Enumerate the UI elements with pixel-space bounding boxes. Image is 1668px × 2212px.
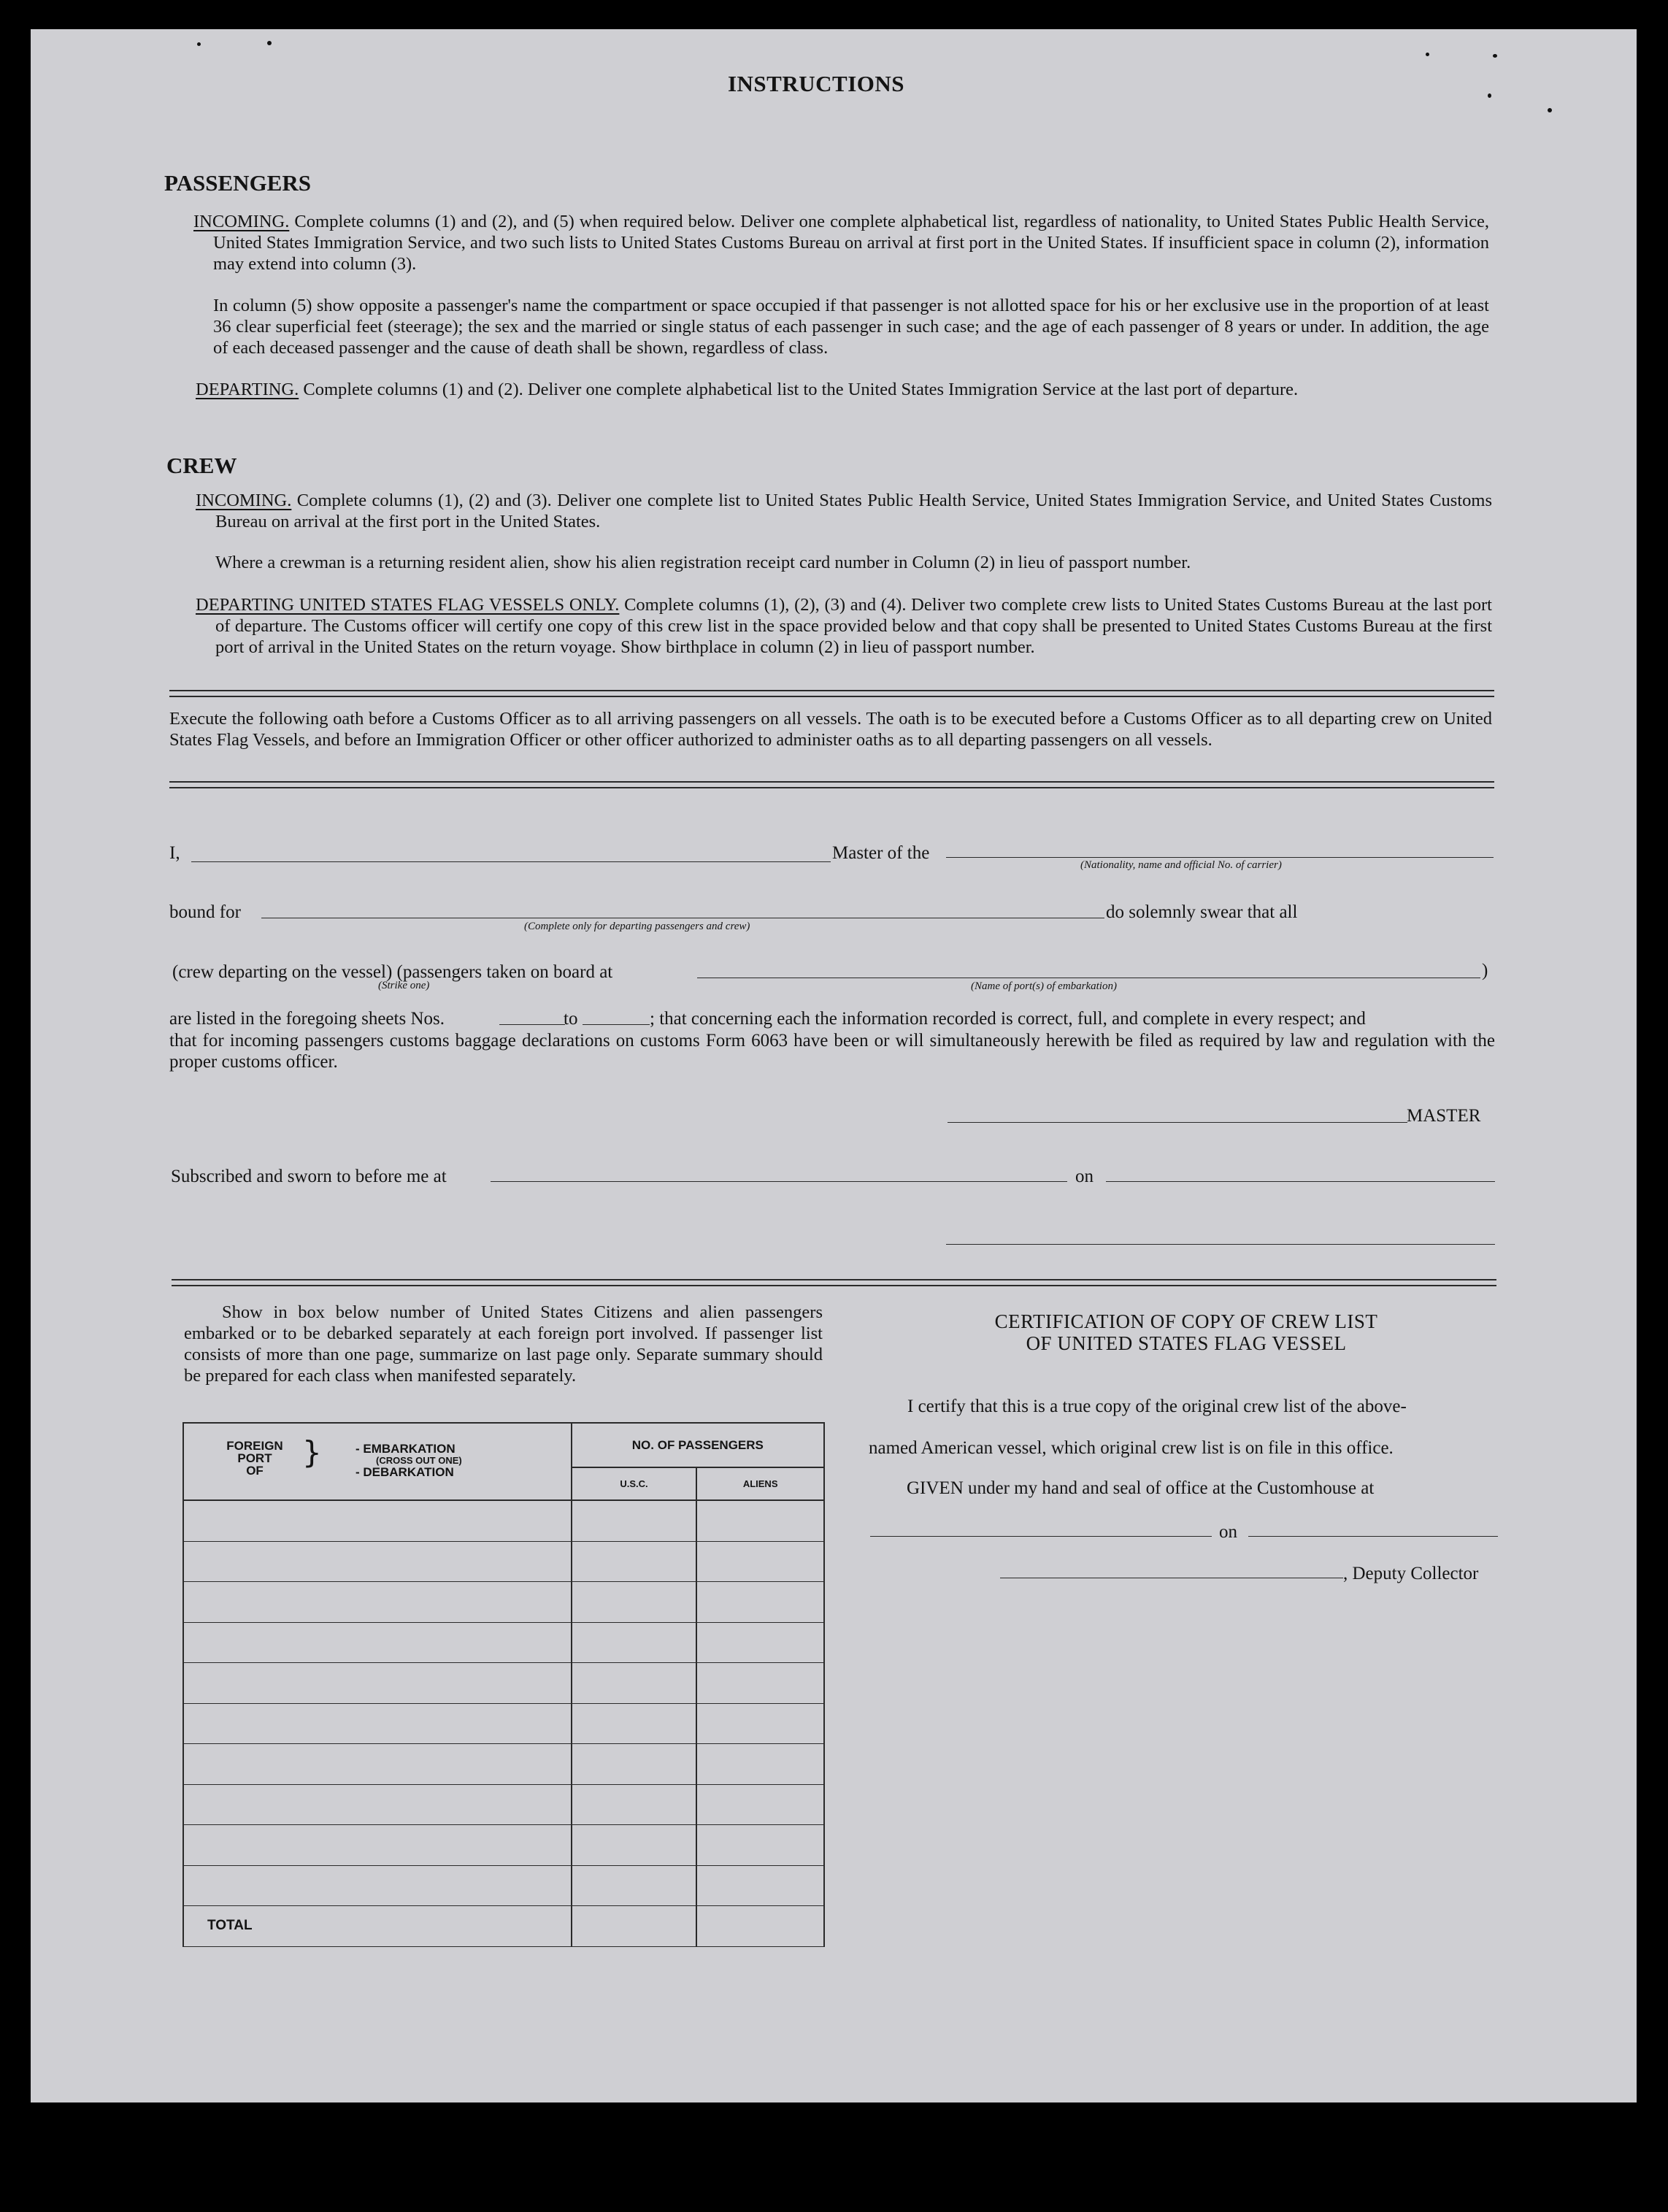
port-cell[interactable] [183,1825,572,1866]
listed-text-a: are listed in the foregoing sheets Nos. [169,1009,445,1029]
listed-text-b: ; that concerning each the information recorded is correct, full, and complete in every respect; and [650,1009,1366,1029]
table-row [183,1825,824,1866]
port-cell[interactable] [183,1500,572,1541]
crew-incoming-text: Complete columns (1), (2) and (3). Deliver one complete list to United States Public Health Service, United States Immigration Service, and United States Customs Bureau on arrival at the first port in the United States. [215,491,1492,531]
sworn-date-field[interactable] [1106,1181,1495,1182]
scan-speck [1488,93,1491,98]
passengers-departing-paragraph [196,379,1489,400]
bound-for-hint: (Complete only for departing passengers and crew) [524,921,750,932]
swear-label: do solemnly swear that all [1106,902,1298,922]
port-header-cell [183,1423,572,1500]
customhouse-place-field[interactable] [870,1536,1212,1537]
oath-instructions: Execute the following oath before a Customs Officer as to all arriving passengers on all vessels. The oath is to be executed before a Customs Officer as to all departing crew on United States Flag Vessels, and before an Immigration Officer or other officer authorized to administer oaths as to all departing passengers on all vessels. [169,709,1492,750]
total-label: TOTAL [183,1906,572,1947]
double-rule [169,781,1494,788]
crew-departing-paragraph [196,594,1492,658]
listed-to: to [564,1009,578,1029]
table-row [183,1541,824,1582]
crew-resident-paragraph: Where a crewman is a returning resident alien, show his alien registration receipt card number in Column (2) in lieu of passport number. [215,553,1191,572]
port-cell[interactable] [183,1784,572,1825]
aliens-header: ALIENS [696,1467,824,1500]
certify-on-label: on [1219,1522,1237,1542]
no-of-passengers-header: NO. OF PASSENGERS [572,1423,824,1467]
aliens-cell[interactable] [696,1541,824,1582]
usc-cell[interactable] [572,1744,697,1785]
debarkation-label: - DEBARKATION [355,1465,454,1479]
crew-departing-text: Complete columns (1), (2), (3) and (4). Deliver two complete crew lists to United States Customs Bureau at the last port of departure. The Customs officer will certify one copy of this crew list in the space provided below and that copy shall be presented to United States Customs Bureau at the first port of arrival in the United States on the return voyage. Show birthplace in column (2) in lieu of passport number. [215,595,1492,657]
sheet-from-field[interactable] [499,1024,565,1025]
passengers-incoming-paragraph [193,211,1489,274]
scan-speck [197,42,201,46]
port-cell[interactable] [183,1541,572,1582]
crew-heading: CREW [166,453,237,478]
port-cell[interactable] [183,1622,572,1663]
port-cell[interactable] [183,1744,572,1785]
strike-one-hint: (Strike one) [378,980,430,991]
crew-departing-label: DEPARTING UNITED STATES FLAG VESSELS ONLY. [196,595,620,615]
certification-heading-line-1: CERTIFICATION OF COPY OF CREW LIST [994,1310,1378,1332]
usc-cell[interactable] [572,1825,697,1866]
passengers-departing-text: Complete columns (1) and (2). Deliver one complete alphabetical list to the United States Immigration Service at the last port of departure. [299,380,1299,399]
summary-instructions: Show in box below number of United States Citizens and alien passengers embarked or to be debarked separately at each foreign port involved. If passenger list consists of more than one page, summarize on last page only. Separate summary should be prepared for each class when manifested separately. [184,1302,823,1386]
aliens-cell[interactable] [696,1622,824,1663]
table-row [183,1582,824,1623]
officer-signature-field[interactable] [946,1244,1495,1245]
aliens-cell[interactable] [696,1825,824,1866]
aliens-cell[interactable] [696,1663,824,1704]
aliens-cell[interactable] [696,1703,824,1744]
usc-cell[interactable] [572,1784,697,1825]
brace-icon: } [302,1435,322,1470]
deputy-collector-label: , Deputy Collector [1343,1564,1479,1583]
usc-cell[interactable] [572,1541,697,1582]
carrier-hint: (Nationality, name and official No. of carrier) [1080,859,1282,871]
certify-date-field[interactable] [1248,1536,1498,1537]
sworn-on-label: on [1075,1167,1094,1186]
scan-speck [1426,53,1429,56]
table-row [183,1703,824,1744]
usc-cell[interactable] [572,1703,697,1744]
crew-incoming-label: INCOMING. [196,491,292,510]
table-row [183,1784,824,1825]
total-row [183,1906,824,1947]
usc-cell[interactable] [572,1582,697,1623]
embarkation-label: - EMBARKATION [355,1442,456,1456]
aliens-total-cell[interactable] [696,1906,824,1947]
scan-speck [1493,54,1497,58]
master-name-field[interactable] [191,861,831,862]
usc-cell[interactable] [572,1500,697,1541]
port-of-embarkation-hint: (Name of port(s) of embarkation) [971,980,1117,992]
cross-out-label: (CROSS OUT ONE) [376,1455,462,1466]
table-row [183,1865,824,1906]
foreign-label: FOREIGN [226,1439,283,1453]
table-row [183,1622,824,1663]
master-label: MASTER [1407,1106,1481,1126]
close-paren: ) [1482,961,1488,980]
passengers-incoming-label: INCOMING. [193,212,290,231]
certify-line-1: I certify that this is a true copy of the original crew list of the above- [907,1397,1407,1416]
crew-passengers-label: (crew departing on the vessel) (passengers taken on board at [172,962,613,982]
of-label: OF [246,1464,264,1478]
port-cell[interactable] [183,1865,572,1906]
passengers-departing-label: DEPARTING. [196,380,299,399]
table-row [183,1500,824,1541]
usc-cell[interactable] [572,1622,697,1663]
listed-text-c: that for incoming passengers customs baggage declarations on customs Form 6063 have been or will simultaneously herewith be filed as required by law and regulation with the proper customs officer. [169,1031,1495,1072]
aliens-cell[interactable] [696,1784,824,1825]
bound-for-label: bound for [169,902,241,922]
certification-heading-line-2: OF UNITED STATES FLAG VESSEL [1026,1332,1347,1354]
sworn-place-field[interactable] [491,1181,1067,1182]
certification-heading [876,1310,1496,1354]
certify-line-2: named American vessel, which original crew list is on file in this office. [869,1438,1394,1458]
sheet-to-field[interactable] [583,1024,650,1025]
usc-total-cell[interactable] [572,1906,697,1947]
passengers-column5-paragraph: In column (5) show opposite a passenger's name the compartment or space occupied if that passenger is not allotted space for his or her exclusive use in the proportion of at least 36 clear superficial feet (steerage); the sex and the married or single status of each passenger in such case; and the age of each passenger of 8 years or under. In addition, the age of each deceased passenger and the cause of death shall be shown, regardless of class. [213,296,1489,358]
passengers-heading: PASSENGERS [164,170,311,196]
master-signature-field[interactable] [948,1122,1407,1123]
crew-incoming-paragraph [196,490,1492,532]
double-rule [172,1279,1496,1286]
passenger-summary-table [182,1422,825,1947]
usc-cell[interactable] [572,1663,697,1704]
aliens-cell[interactable] [696,1865,824,1906]
carrier-field[interactable] [946,857,1494,858]
scan-speck [1548,108,1552,112]
table-row [183,1744,824,1785]
master-of-label: Master of the [832,843,930,863]
port-label: PORT [237,1451,272,1465]
oath-i-label: I, [169,843,180,863]
page-title: INSTRUCTIONS [727,71,904,96]
passengers-incoming-text: Complete columns (1) and (2), and (5) when required below. Deliver one complete alphabetical list, regardless of nationality, to United States Public Health Service, United States Immigration Service, and two such lists to United States Customs Bureau on arrival at first port in the United States. If insufficient space in column (2), information may extend into column (3). [213,212,1489,274]
double-rule [169,690,1494,697]
port-cell[interactable] [183,1582,572,1623]
certify-line-3: GIVEN under my hand and seal of office at the Customhouse at [907,1478,1375,1498]
subscribed-label: Subscribed and sworn to before me at [171,1167,447,1186]
aliens-cell[interactable] [696,1500,824,1541]
scan-speck [267,41,272,45]
usc-header: U.S.C. [572,1467,697,1500]
usc-cell[interactable] [572,1865,697,1906]
port-cell[interactable] [183,1703,572,1744]
table-row [183,1663,824,1704]
port-cell[interactable] [183,1663,572,1704]
aliens-cell[interactable] [696,1744,824,1785]
aliens-cell[interactable] [696,1582,824,1623]
